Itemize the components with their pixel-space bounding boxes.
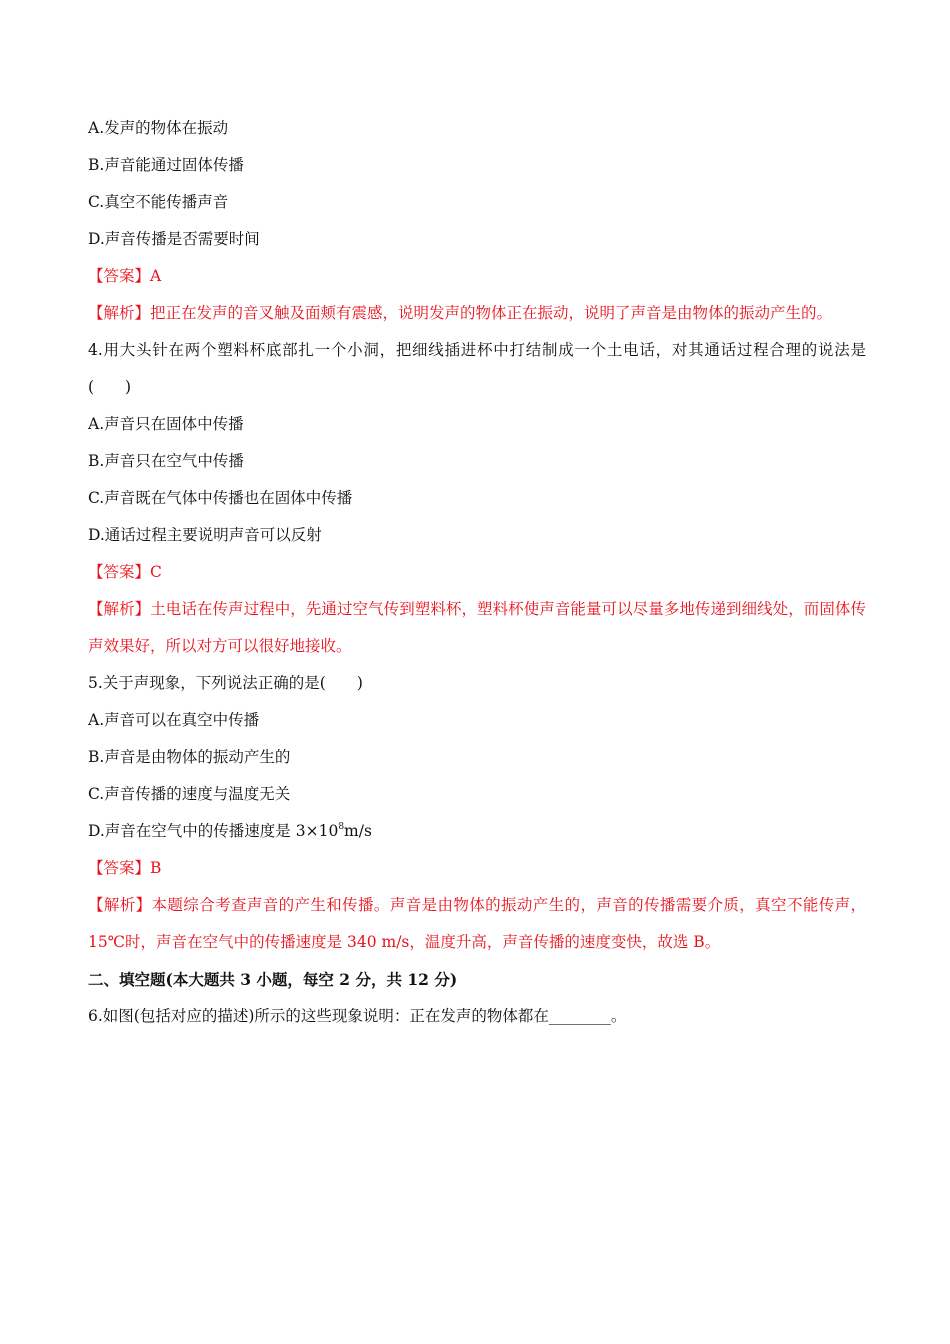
q6-question: 6.如图(包括对应的描述)所示的这些现象说明：正在发声的物体都在________。 <box>88 1007 627 1025</box>
q5-explanation: 【解析】本题综合考查声音的产生和传播。声音是由物体的振动产生的，声音的传播需要介质，真空不能传声，15℃时，声音在空气中的传播速度是 340 m/s，温度升高，声音传播的速度变快，故选 B。 <box>88 896 866 951</box>
q4-option-c: C.声音既在气体中传播也在固体中传播 <box>88 489 353 507</box>
q5-option-d-suffix: m/s <box>344 822 372 840</box>
q4-option-d: D.通话过程主要说明声音可以反射 <box>88 526 322 544</box>
q5-question: 5.关于声现象，下列说法正确的是( ) <box>88 674 363 692</box>
section-heading: 二、填空题(本大题共 3 小题，每空 2 分，共 12 分) <box>88 970 458 989</box>
q5-option-b: B.声音是由物体的振动产生的 <box>88 748 291 766</box>
q4-option-b: B.声音只在空气中传播 <box>88 452 244 470</box>
q3-explanation: 【解析】把正在发声的音叉触及面颊有震感，说明发声的物体正在振动，说明了声音是由物体的振动产生的。 <box>88 304 833 322</box>
q4-answer: 【答案】C <box>88 563 162 581</box>
q3-option-c: C.真空不能传播声音 <box>88 193 229 211</box>
q4-explanation: 【解析】土电话在传声过程中，先通过空气传到塑料杯，塑料杯使声音能量可以尽量多地传递到细线处，而固体传声效果好，所以对方可以很好地接收。 <box>88 600 866 655</box>
q4-question: 4.用大头针在两个塑料杯底部扎一个小洞，把细线插进杯中打结制成一个土电话，对其通话过程合理的说法是( ) <box>88 341 866 396</box>
q3-option-d: D.声音传播是否需要时间 <box>88 230 260 248</box>
document-content <box>88 110 866 1035</box>
q3-option-a: A.发声的物体在振动 <box>88 119 229 137</box>
q3-option-b: B.声音能通过固体传播 <box>88 156 244 174</box>
q5-option-d-prefix: D.声音在空气中的传播速度是 3×10 <box>88 822 339 840</box>
q5-option-d <box>88 813 866 850</box>
q5-answer: 【答案】B <box>88 859 162 877</box>
q3-answer: 【答案】A <box>88 267 162 285</box>
q4-option-a: A.声音只在固体中传播 <box>88 415 244 433</box>
q5-option-a: A.声音可以在真空中传播 <box>88 711 260 729</box>
q5-option-c: C.声音传播的速度与温度无关 <box>88 785 291 803</box>
q5-option-d-exponent: 8 <box>338 821 345 832</box>
